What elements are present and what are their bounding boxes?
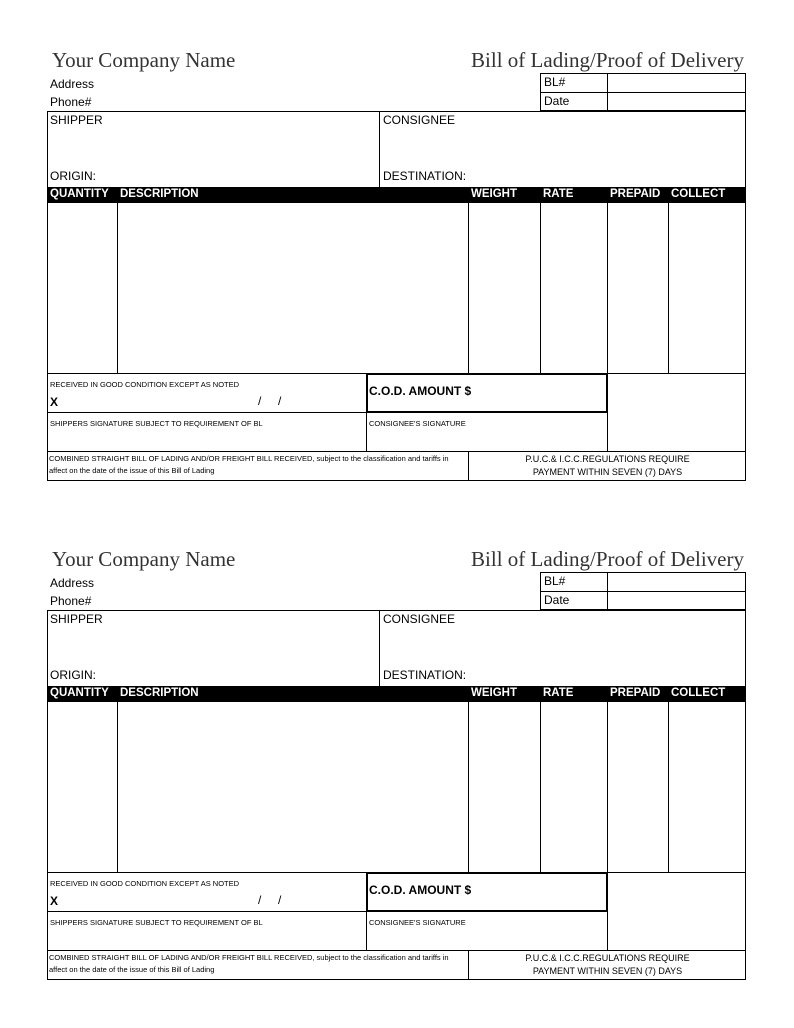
received-signature-field[interactable] [62,391,302,409]
signature-x-mark: X [50,395,59,409]
phone-label: Phone# [50,95,92,109]
document-title: Bill of Lading/Proof of Delivery [471,48,744,72]
consignee-field[interactable] [381,626,745,666]
address-label: Address [50,576,95,590]
consignee-label: CONSIGNEE [383,113,456,127]
consignee-field[interactable] [381,127,745,167]
shipper-label: SHIPPER [50,113,103,127]
shipper-field[interactable] [48,127,378,167]
regulation-text-line1: P.U.C.& I.C.C.REGULATIONS REQUIRE [525,953,690,963]
consignee-signature-label: CONSIGNEE'S SIGNATURE [369,419,466,428]
destination-label: DESTINATION: [383,169,467,183]
item-table-body[interactable] [48,204,745,372]
address-label: Address [50,77,95,91]
column-collect: COLLECT [671,687,726,699]
column-prepaid: PREPAID [610,687,661,699]
date-label: Date [544,593,570,607]
shipper-signature-label: SHIPPERS SIGNATURE SUBJECT TO REQUIREMENT OF BL [50,419,263,428]
consignee-signature-field[interactable] [367,429,606,450]
regulation-text-line2: PAYMENT WITHIN SEVEN (7) DAYS [532,467,683,477]
origin-label: ORIGIN: [50,169,97,183]
consignee-label: CONSIGNEE [383,612,456,626]
column-prepaid: PREPAID [610,188,661,200]
received-good-condition-text: RECEIVED IN GOOD CONDITION EXCEPT AS NOTED [50,879,240,888]
column-weight: WEIGHT [471,188,517,200]
combined-bill-text-line2: affect on the date of the issue of this Bill of Lading [49,466,215,475]
bl-label: BL# [544,75,566,89]
signature-x-mark: X [50,894,59,908]
bill-of-lading-form-2 [0,544,794,984]
shipper-label: SHIPPER [50,612,103,626]
received-signature-field[interactable] [62,890,302,908]
column-rate: RATE [543,687,574,699]
shipper-signature-label: SHIPPERS SIGNATURE SUBJECT TO REQUIREMENT OF BL [50,918,263,927]
signature-date-slashes: / / [258,394,282,408]
destination-label: DESTINATION: [383,668,467,682]
combined-bill-text-line1: COMBINED STRAIGHT BILL OF LADING AND/OR FREIGHT BILL RECEIVED, subject to the classification and tariffs in [49,953,449,962]
date-field[interactable] [608,592,745,609]
bill-of-lading-form-1 [0,45,794,485]
regulation-text-line1: P.U.C.& I.C.C.REGULATIONS REQUIRE [525,454,690,464]
company-name: Your Company Name [52,547,236,571]
column-description: DESCRIPTION [120,188,199,200]
column-collect: COLLECT [671,188,726,200]
cod-amount-label: C.O.D. AMOUNT $ [369,883,472,897]
column-description: DESCRIPTION [120,687,199,699]
column-weight: WEIGHT [471,687,517,699]
shipper-signature-field[interactable] [48,928,365,949]
phone-label: Phone# [50,594,92,608]
shipper-field[interactable] [48,626,378,666]
combined-bill-text-line2: affect on the date of the issue of this Bill of Lading [49,965,215,974]
consignee-signature-label: CONSIGNEE'S SIGNATURE [369,918,466,927]
date-field[interactable] [608,93,745,110]
origin-label: ORIGIN: [50,668,97,682]
signature-date-slashes: / / [258,893,282,907]
item-table-body[interactable] [48,703,745,871]
received-good-condition-text: RECEIVED IN GOOD CONDITION EXCEPT AS NOTED [50,380,240,389]
column-quantity: QUANTITY [50,687,109,699]
column-quantity: QUANTITY [50,188,109,200]
cod-amount-label: C.O.D. AMOUNT $ [369,384,472,398]
regulation-text-line2: PAYMENT WITHIN SEVEN (7) DAYS [532,966,683,976]
column-rate: RATE [543,188,574,200]
bl-number-field[interactable] [608,573,745,591]
company-name: Your Company Name [52,48,236,72]
consignee-signature-field[interactable] [367,928,606,949]
bl-label: BL# [544,574,566,588]
shipper-signature-field[interactable] [48,429,365,450]
bl-number-field[interactable] [608,74,745,92]
date-label: Date [544,94,570,108]
combined-bill-text-line1: COMBINED STRAIGHT BILL OF LADING AND/OR FREIGHT BILL RECEIVED, subject to the classification and tariffs in [49,454,449,463]
document-title: Bill of Lading/Proof of Delivery [471,547,744,571]
